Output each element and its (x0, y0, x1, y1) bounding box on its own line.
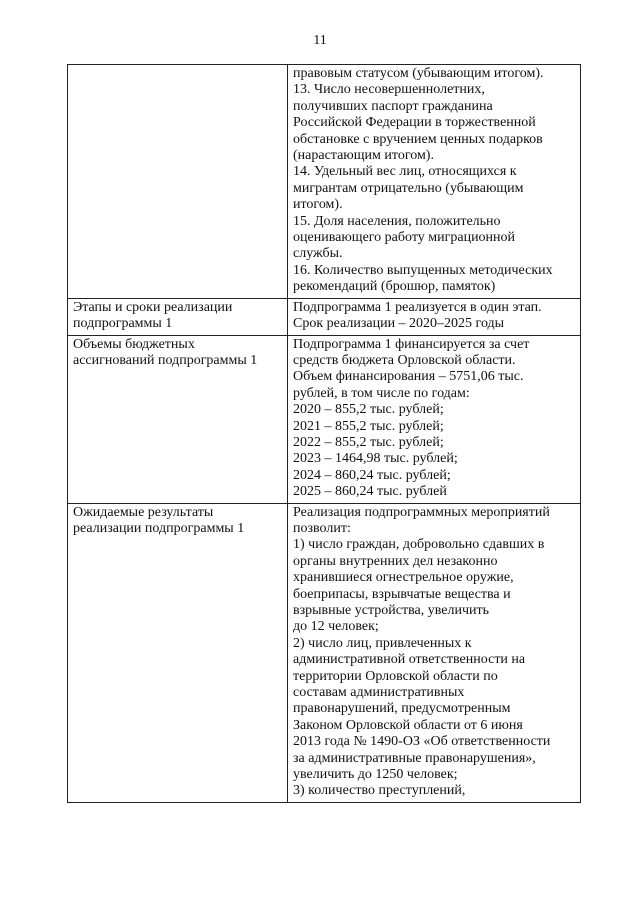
cell-line: обстановке с вручением ценных подарков (293, 131, 543, 147)
cell-line: подпрограммы 1 (73, 316, 173, 332)
cell-line: 15. Доля населения, положительно (293, 213, 501, 229)
table-row-budget-allocations (68, 335, 581, 503)
cell-line: Ожидаемые результаты (73, 504, 214, 520)
cell-line: Подпрограмма 1 финансируется за счет (293, 336, 530, 352)
cell-line: органы внутренних дел незаконно (293, 553, 498, 569)
row-label-cell (68, 65, 288, 299)
cell-line: до 12 человек; (293, 619, 379, 635)
cell-line: мигрантам отрицательно (убывающим (293, 180, 524, 196)
cell-line: взрывные устройства, увеличить (293, 603, 489, 618)
cell-line: 1) число граждан, добровольно сдавших в (293, 537, 545, 553)
table-row-expected-results (68, 503, 581, 802)
cell-line: территории Орловской области по (293, 668, 498, 684)
cell-line: службы. (293, 246, 343, 262)
row-label-cell (68, 503, 288, 802)
cell-line: 3) количество преступлений, (293, 783, 466, 799)
cell-line: реализации подпрограммы 1 (73, 520, 245, 536)
cell-line: 2020 – 855,2 тыс. рублей; (293, 402, 444, 418)
page-number: 11 (313, 33, 327, 48)
cell-line: Законом Орловской области от 6 июня (293, 717, 523, 733)
cell-line: 13. Число несовершеннолетних, (293, 82, 485, 98)
cell-line: оценивающего работу миграционной (293, 230, 516, 246)
row-value-cell (288, 65, 581, 299)
cell-line: (нарастающим итогом). (293, 148, 434, 164)
cell-line: правонарушений, предусмотренным (293, 701, 511, 717)
row-value-cell (288, 298, 581, 335)
cell-line: 14. Удельный вес лиц, относящихся к (293, 164, 517, 180)
cell-line: Объем финансирования – 5751,06 тыс. (293, 369, 524, 385)
cell-line: правовым статусом (убывающим итогом). (293, 66, 544, 81)
cell-line: получивших паспорт гражданина (293, 98, 493, 114)
row-value-cell (288, 335, 581, 503)
cell-line: Подпрограмма 1 реализуется в один этап. (293, 299, 542, 315)
cell-line: средств бюджета Орловской области. (293, 352, 516, 368)
row-value-cell (288, 503, 581, 802)
cell-line: 2023 – 1464,98 тыс. рублей; (293, 451, 458, 467)
row-label-cell (68, 298, 288, 335)
table-row-indicators-continued (68, 65, 581, 299)
cell-line: боеприпасы, взрывчатые вещества и (293, 586, 511, 602)
row-label-cell (68, 335, 288, 503)
cell-line: 16. Количество выпущенных методических (293, 262, 553, 278)
cell-line: 2021 – 855,2 тыс. рублей; (293, 418, 444, 434)
cell-line: 2025 – 860,24 тыс. рублей (293, 484, 447, 500)
cell-line: за административные правонарушения», (293, 750, 536, 766)
cell-line: Российской Федерации в торжественной (293, 115, 536, 131)
cell-line: итогом). (293, 197, 343, 213)
cell-line: 2013 года № 1490-ОЗ «Об ответственности (293, 734, 551, 750)
cell-line: Объемы бюджетных (73, 336, 195, 352)
cell-line: рекомендаций (брошюр, памяток) (293, 279, 496, 295)
cell-line: 2) число лиц, привлеченных к (293, 635, 472, 651)
cell-line: составам административных (293, 685, 465, 701)
cell-line: рублей, в том числе по годам: (293, 385, 470, 401)
cell-line: хранившиеся огнестрельное оружие, (293, 570, 514, 586)
cell-line: позволит: (293, 520, 351, 536)
cell-line: Этапы и сроки реализации (73, 299, 233, 315)
cell-line: Реализация подпрограммных мероприятий (293, 504, 550, 520)
cell-line: увеличить до 1250 человек; (293, 767, 458, 783)
cell-line: административной ответственности на (293, 652, 526, 668)
cell-line: 2022 – 855,2 тыс. рублей; (293, 434, 444, 450)
cell-line: Срок реализации – 2020–2025 годы (293, 316, 505, 332)
cell-line: 2024 – 860,24 тыс. рублей; (293, 467, 451, 483)
passport-table (67, 64, 581, 803)
cell-line: ассигнований подпрограммы 1 (73, 352, 258, 368)
table-row-stages-and-terms (68, 298, 581, 335)
